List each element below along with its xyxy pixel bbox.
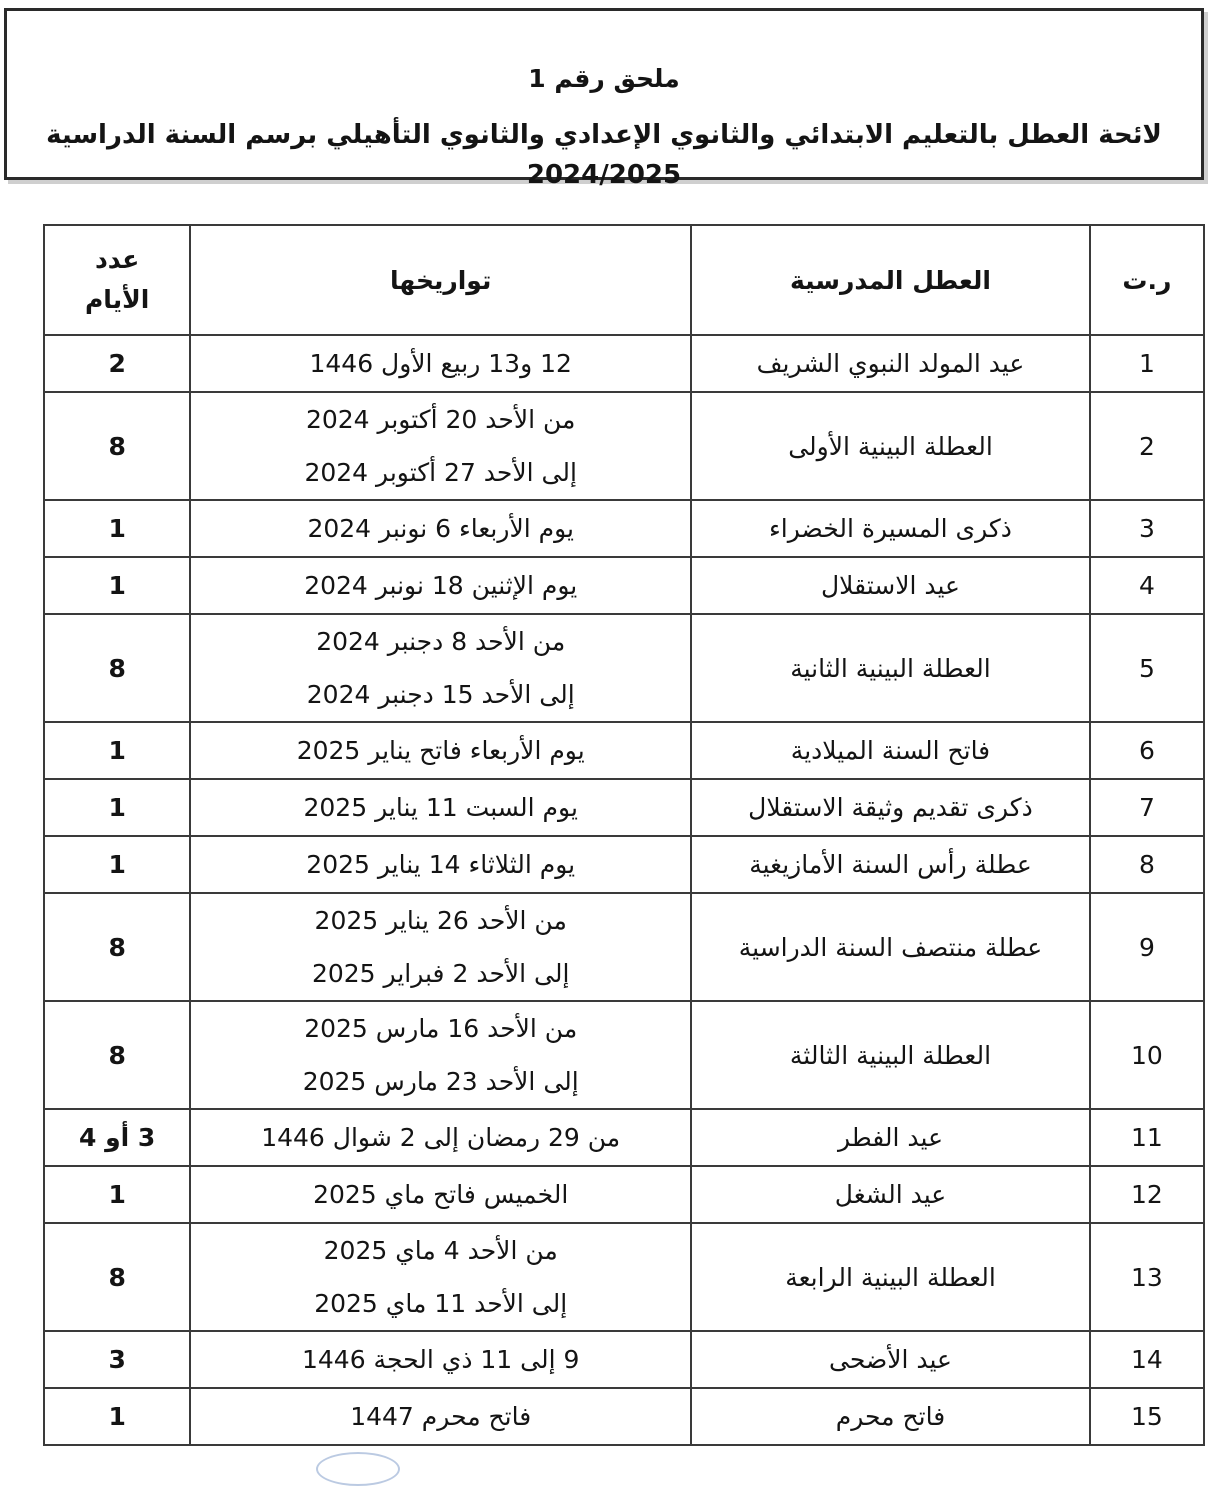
holiday-name: عيد الشغل xyxy=(691,1166,1090,1223)
holiday-dates xyxy=(190,500,691,557)
table-row xyxy=(44,1331,1204,1388)
date-line: 12 و13 ربيع الأول 1446 xyxy=(309,349,572,378)
days-count: 8 xyxy=(44,893,190,1001)
date-line: إلى الأحد 15 دجنبر 2024 xyxy=(306,680,575,709)
holiday-name: عيد الاستقلال xyxy=(691,557,1090,614)
date-line: من الأحد 26 يناير 2025 xyxy=(314,906,567,935)
date-line: 9 إلى 11 ذي الحجة 1446 xyxy=(301,1345,580,1374)
days-count: 3 أو 4 xyxy=(44,1109,190,1166)
date-line: فاتح محرم 1447 xyxy=(350,1402,532,1431)
table-row xyxy=(44,500,1204,557)
days-count: 1 xyxy=(44,779,190,836)
row-number: 6 xyxy=(1090,722,1204,779)
holiday-name: ذكرى تقديم وثيقة الاستقلال xyxy=(691,779,1090,836)
holiday-dates xyxy=(190,836,691,893)
table-row xyxy=(44,614,1204,722)
row-number: 14 xyxy=(1090,1331,1204,1388)
date-line: يوم الإثنين 18 نونبر 2024 xyxy=(304,571,578,600)
date-line: من الأحد 20 أكتوبر 2024 xyxy=(305,405,576,434)
holiday-name: فاتح محرم xyxy=(691,1388,1090,1445)
holiday-name: عيد المولد النبوي الشريف xyxy=(691,335,1090,392)
holiday-name: عيد الأضحى xyxy=(691,1331,1090,1388)
days-count: 1 xyxy=(44,1166,190,1223)
row-number: 13 xyxy=(1090,1223,1204,1331)
days-count: 1 xyxy=(44,500,190,557)
holiday-name: العطلة البينية الأولى xyxy=(691,392,1090,500)
holidays-table xyxy=(43,224,1205,1446)
date-line: يوم السبت 11 يناير 2025 xyxy=(303,793,578,822)
holiday-dates xyxy=(190,1166,691,1223)
row-number: 10 xyxy=(1090,1001,1204,1109)
date-line: من الأحد 4 ماي 2025 xyxy=(323,1236,558,1265)
holiday-dates xyxy=(190,779,691,836)
holiday-dates xyxy=(190,722,691,779)
header-days-line2: الأيام xyxy=(84,285,150,314)
table-row xyxy=(44,1223,1204,1331)
holiday-dates xyxy=(190,1001,691,1109)
row-number: 9 xyxy=(1090,893,1204,1001)
holiday-name: عطلة منتصف السنة الدراسية xyxy=(691,893,1090,1001)
header-holiday: العطل المدرسية xyxy=(691,225,1090,335)
days-count: 2 xyxy=(44,335,190,392)
row-number: 5 xyxy=(1090,614,1204,722)
row-number: 4 xyxy=(1090,557,1204,614)
holiday-name: العطلة البينية الثانية xyxy=(691,614,1090,722)
holiday-name: عطلة رأس السنة الأمازيغية xyxy=(691,836,1090,893)
table-row xyxy=(44,1166,1204,1223)
row-number: 7 xyxy=(1090,779,1204,836)
stamp-seal xyxy=(316,1452,400,1486)
table-row xyxy=(44,1001,1204,1109)
holiday-dates xyxy=(190,1331,691,1388)
holiday-dates xyxy=(190,392,691,500)
holiday-dates xyxy=(190,557,691,614)
days-count: 1 xyxy=(44,557,190,614)
table-row xyxy=(44,557,1204,614)
document-title: لائحة العطل بالتعليم الابتدائي والثانوي الإعدادي والثانوي التأهيلي برسم السنة الدراسية 2024/2025 xyxy=(46,120,1162,190)
holiday-dates xyxy=(190,1109,691,1166)
table-header-row xyxy=(44,225,1204,335)
holiday-dates xyxy=(190,1223,691,1331)
table-row xyxy=(44,836,1204,893)
date-line: من 29 رمضان إلى 2 شوال 1446 xyxy=(261,1123,621,1152)
holiday-dates xyxy=(190,893,691,1001)
row-number: 2 xyxy=(1090,392,1204,500)
table-row xyxy=(44,1388,1204,1445)
date-line: يوم الأربعاء فاتح يناير 2025 xyxy=(296,736,585,765)
holiday-name: العطلة البينية الثالثة xyxy=(691,1001,1090,1109)
row-number: 11 xyxy=(1090,1109,1204,1166)
days-count: 8 xyxy=(44,392,190,500)
days-count: 1 xyxy=(44,836,190,893)
date-line: إلى الأحد 23 مارس 2025 xyxy=(302,1067,579,1096)
days-count: 8 xyxy=(44,1001,190,1109)
header-number: ر.ت xyxy=(1090,225,1204,335)
holiday-dates xyxy=(190,1388,691,1445)
row-number: 12 xyxy=(1090,1166,1204,1223)
date-line: إلى الأحد 27 أكتوبر 2024 xyxy=(304,458,577,487)
holiday-name: فاتح السنة الميلادية xyxy=(691,722,1090,779)
header-dates: تواريخها xyxy=(190,225,691,335)
annex-title: ملحق رقم 1 xyxy=(528,64,680,93)
holiday-name: عيد الفطر xyxy=(691,1109,1090,1166)
table-row xyxy=(44,722,1204,779)
holiday-name: ذكرى المسيرة الخضراء xyxy=(691,500,1090,557)
days-count: 1 xyxy=(44,1388,190,1445)
holiday-dates xyxy=(190,614,691,722)
holiday-name: العطلة البينية الرابعة xyxy=(691,1223,1090,1331)
table-row xyxy=(44,779,1204,836)
document-header xyxy=(4,8,1204,190)
date-line: يوم الثلاثاء 14 يناير 2025 xyxy=(306,850,576,879)
days-count: 8 xyxy=(44,1223,190,1331)
table-row xyxy=(44,893,1204,1001)
row-number: 15 xyxy=(1090,1388,1204,1445)
date-line: يوم الأربعاء 6 نونبر 2024 xyxy=(307,514,574,543)
date-line: إلى الأحد 2 فبراير 2025 xyxy=(311,959,570,988)
days-count: 8 xyxy=(44,614,190,722)
table-row xyxy=(44,1109,1204,1166)
table-row xyxy=(44,392,1204,500)
row-number: 3 xyxy=(1090,500,1204,557)
table-body xyxy=(44,335,1204,1445)
date-line: من الأحد 8 دجنبر 2024 xyxy=(316,627,566,656)
days-count: 1 xyxy=(44,722,190,779)
date-line: الخميس فاتح ماي 2025 xyxy=(313,1180,569,1209)
row-number: 1 xyxy=(1090,335,1204,392)
header-days xyxy=(44,225,190,335)
row-number: 8 xyxy=(1090,836,1204,893)
holiday-dates xyxy=(190,335,691,392)
table-row xyxy=(44,335,1204,392)
days-count: 3 xyxy=(44,1331,190,1388)
date-line: من الأحد 16 مارس 2025 xyxy=(304,1014,578,1043)
header-days-line1: عدد xyxy=(94,245,140,274)
date-line: إلى الأحد 11 ماي 2025 xyxy=(314,1289,568,1318)
